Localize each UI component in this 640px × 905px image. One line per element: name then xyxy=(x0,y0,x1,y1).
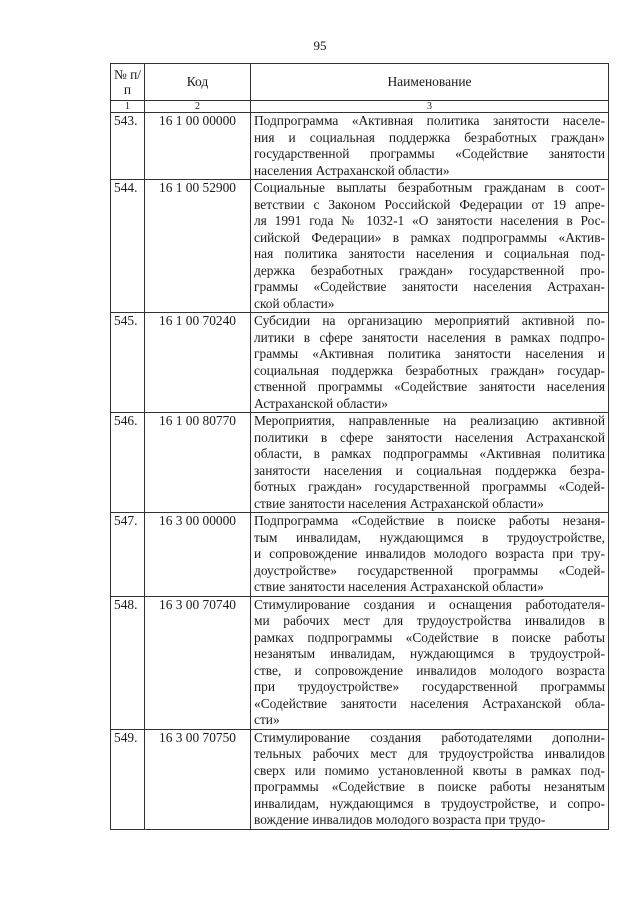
row-name-line: стве, и сопровождение инвалидов молодого возраста xyxy=(254,662,605,678)
row-name-line: незанятым инвалидам, нуждающимся в трудоустрой- xyxy=(254,646,605,661)
row-name-line: Стимулирование создания и оснащения работодателя- xyxy=(254,596,605,612)
row-name-line: Астраханской области» xyxy=(254,395,388,411)
row-name-line: ствие занятости населения Астраханской области» xyxy=(254,579,544,594)
page-number: 95 xyxy=(313,38,327,53)
column-index-2: 2 xyxy=(145,101,251,113)
row-number: 544. xyxy=(111,180,145,313)
header-code: Код xyxy=(145,64,251,101)
row-number: 549. xyxy=(111,729,145,829)
row-name-line: ми рабочих мест для трудоустройства инвалидов в xyxy=(254,613,605,628)
budget-classification-table xyxy=(110,63,609,830)
row-name-line: вождение инвалидов молодого возраста при трудо- xyxy=(254,812,546,827)
table-row xyxy=(111,596,609,729)
row-name-line: держка безработных граждан» государственной про- xyxy=(254,262,605,278)
table-header-row xyxy=(111,64,609,101)
row-name-line: литики в сфере занятости населения в рамках подпро- xyxy=(254,329,605,345)
row-name-line: тым инвалидам, нуждающимся в трудоустройстве, xyxy=(254,529,605,545)
column-index-1: 1 xyxy=(111,101,145,113)
row-code: 16 3 00 00000 xyxy=(145,513,251,597)
column-index-row xyxy=(111,101,609,113)
row-name xyxy=(251,513,609,597)
row-name-line: и сопровождение инвалидов молодого возраста при тру- xyxy=(254,546,605,561)
column-index-3: 3 xyxy=(251,101,609,113)
row-name-line: граммы «Активная политика занятости населения и xyxy=(254,346,605,361)
row-name-line: государственной программы «Содействие занятости xyxy=(254,146,605,161)
row-number: 548. xyxy=(111,596,145,729)
table-row xyxy=(111,313,609,413)
row-name-line: сийской Федерации» в рамках подпрограммы «Актив- xyxy=(254,229,605,245)
row-name-line: ная политика занятости населения и социальная под- xyxy=(254,246,605,261)
table-row xyxy=(111,729,609,829)
row-name-line: инвалидам, нуждающимся в трудоустройстве, и сопро- xyxy=(254,795,605,811)
row-number: 543. xyxy=(111,113,145,180)
row-name xyxy=(251,413,609,513)
header-name: Наименование xyxy=(251,64,609,101)
row-name-line: занятости населения и социальная поддержка безра- xyxy=(254,462,605,478)
table-row xyxy=(111,180,609,313)
row-name-line: Мероприятия, направленные на реализацию активной xyxy=(254,413,605,428)
row-name-line: Подпрограмма «Активная политика занятости населе- xyxy=(254,113,605,128)
row-name-line: сти» xyxy=(254,712,280,727)
row-code: 16 1 00 70240 xyxy=(145,313,251,413)
row-name xyxy=(251,729,609,829)
row-name xyxy=(251,180,609,313)
row-name-line: сверх или помимо установленной квоты в рамках под- xyxy=(254,762,605,778)
table-row xyxy=(111,413,609,513)
row-name-line: области, в рамках подпрограммы «Активная политика xyxy=(254,446,605,461)
row-name-line: Подпрограмма «Содействие в поиске работы незаня- xyxy=(254,513,605,528)
row-name-line: ственной программы «Содействие занятости населения xyxy=(254,379,605,394)
row-code: 16 3 00 70750 xyxy=(145,729,251,829)
row-code: 16 1 00 80770 xyxy=(145,413,251,513)
row-name-line: ской области» xyxy=(254,295,335,311)
row-name-line: при трудоустройстве» государственной программы xyxy=(254,679,605,694)
row-name-line: ботных граждан» государственной программы «Содей- xyxy=(254,479,605,494)
row-name-line: граммы «Содействие занятости населения Астрахан- xyxy=(254,279,605,294)
row-name-line: социальная поддержка безработных граждан» государ- xyxy=(254,362,605,378)
row-name-line: ния и социальная поддержка безработных граждан» xyxy=(254,129,605,145)
row-number: 545. xyxy=(111,313,145,413)
row-name xyxy=(251,596,609,729)
row-name-line: политики в сфере занятости населения Астраханской xyxy=(254,429,605,445)
row-name-line: ветствии с Законом Российской Федерации от 19 апре- xyxy=(254,196,605,212)
row-number: 547. xyxy=(111,513,145,597)
row-name xyxy=(251,313,609,413)
table-row xyxy=(111,113,609,180)
row-name-line: ля 1991 года № 1032-1 «О занятости населения в Рос- xyxy=(254,213,605,228)
row-name-line: «Содействие занятости населения Астраханской обла- xyxy=(254,695,605,711)
row-name-line: ствие занятости населения Астраханской области» xyxy=(254,495,544,511)
row-name-line: программы «Содействие в поиске работы незанятым xyxy=(254,779,605,794)
row-name-line: Социальные выплаты безработным гражданам в соот- xyxy=(254,180,605,195)
row-code: 16 3 00 70740 xyxy=(145,596,251,729)
row-name-line: доустройстве» государственной программы «Содей- xyxy=(254,562,605,578)
row-code: 16 1 00 00000 xyxy=(145,113,251,180)
row-name-line: населения Астраханской области» xyxy=(254,162,450,178)
row-code: 16 1 00 52900 xyxy=(145,180,251,313)
table-row xyxy=(111,513,609,597)
row-name-line: Стимулирование создания работодателями дополни- xyxy=(254,729,605,745)
row-name-line: тельных рабочих мест для трудоустройства инвалидов xyxy=(254,746,605,761)
row-name-line: Субсидии на организацию мероприятий активной по- xyxy=(254,313,605,328)
row-name xyxy=(251,113,609,180)
row-name-line: рамках подпрограммы «Содействие в поиске работы xyxy=(254,629,605,645)
row-number: 546. xyxy=(111,413,145,513)
header-num: № п/п xyxy=(111,64,145,101)
